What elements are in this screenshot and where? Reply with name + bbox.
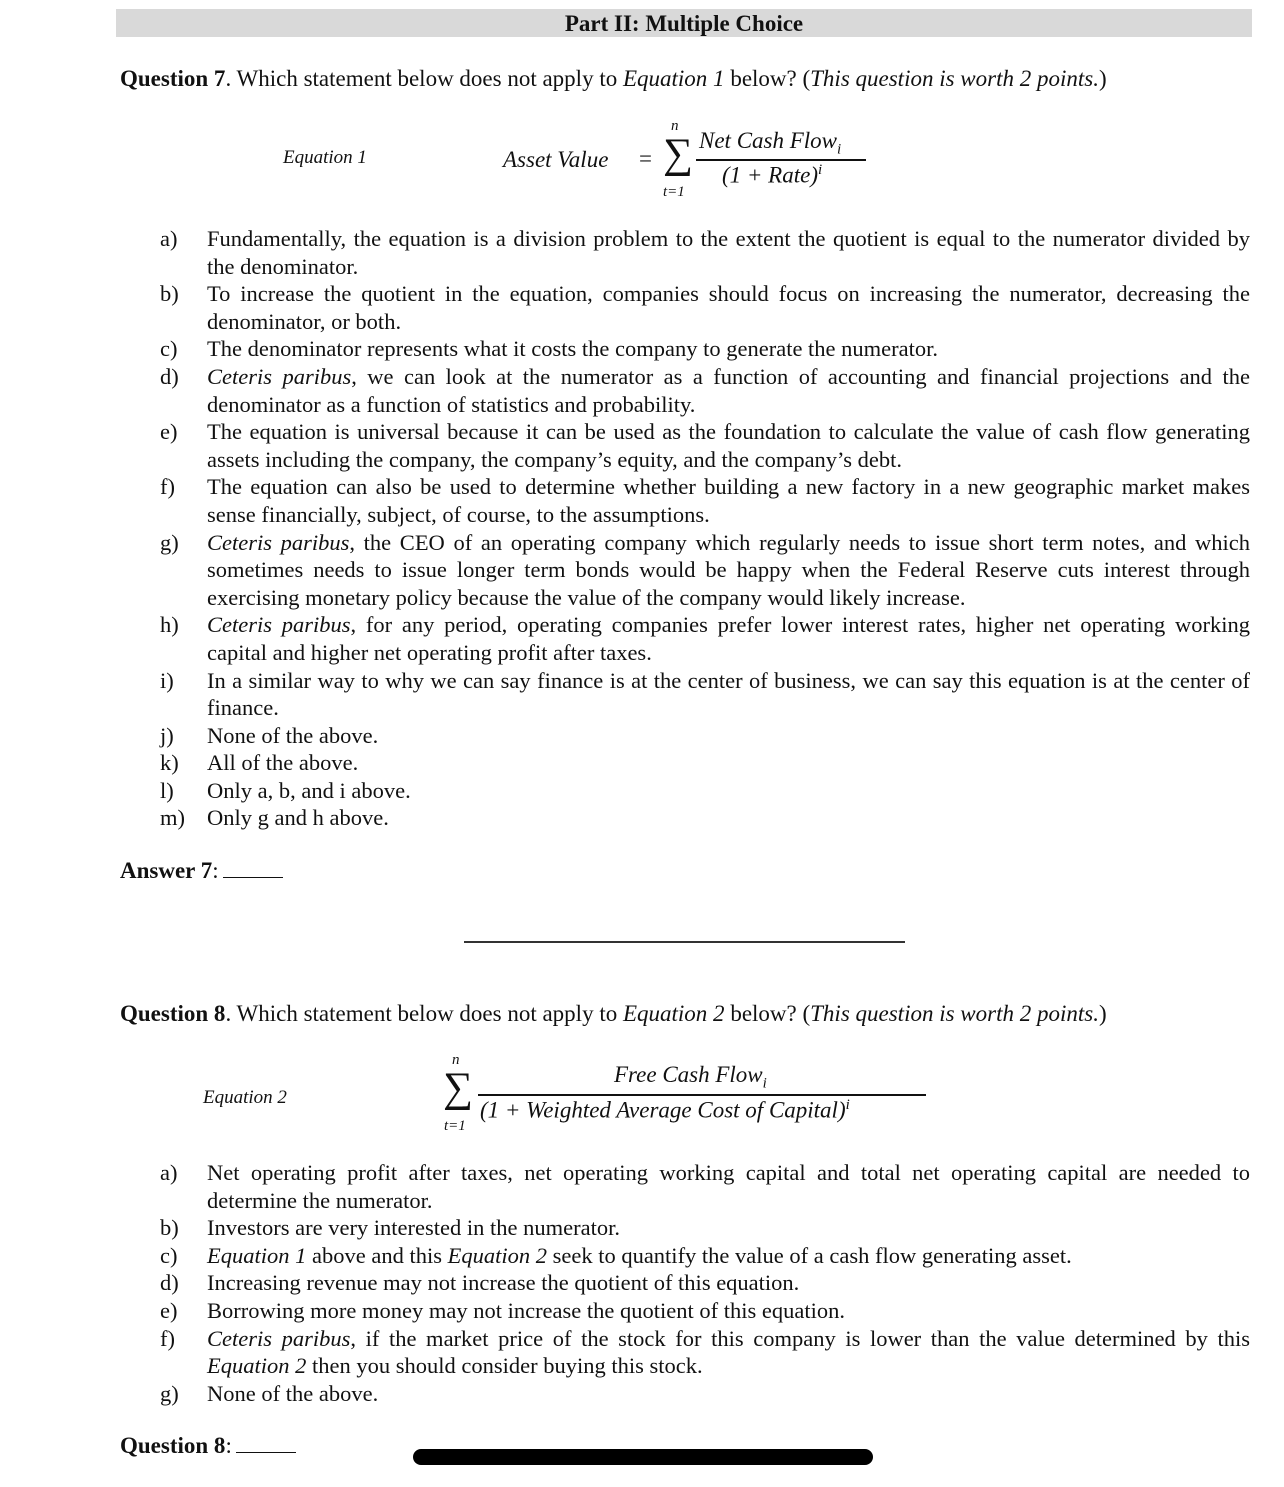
option-label: a) bbox=[160, 1160, 178, 1185]
option-h bbox=[160, 611, 1250, 666]
option-i bbox=[160, 667, 1250, 722]
option-text: The denominator represents what it costs the company to generate the numerator. bbox=[207, 336, 939, 362]
option-d bbox=[160, 363, 1250, 418]
answer-7-blank[interactable] bbox=[223, 859, 283, 878]
option-f bbox=[160, 1325, 1250, 1380]
option-text: Only g and h above. bbox=[207, 805, 389, 831]
option-a bbox=[160, 225, 1250, 280]
option-text: The equation can also be used to determine whether building a new factory in a new geographic market makes sense financially, subject, of course, to the assumptions. bbox=[207, 474, 1250, 527]
option-text: Fundamentally, the equation is a division problem to the extent the quotient is equal to the numerator divided by the denominator. bbox=[207, 226, 1250, 279]
sum-lower-limit: t=1 bbox=[663, 184, 685, 200]
option-c bbox=[160, 335, 1250, 363]
fraction-bar bbox=[696, 159, 866, 161]
option-label: h) bbox=[160, 612, 179, 638]
equation-2-numerator: Free Cash Flow$_i$ bbox=[614, 1062, 767, 1092]
option-label: g) bbox=[160, 1380, 179, 1406]
option-b bbox=[160, 280, 1250, 335]
option-m bbox=[160, 804, 1250, 832]
option-label: k) bbox=[160, 750, 179, 776]
option-d bbox=[160, 1269, 1250, 1297]
sigma-icon: ∑ bbox=[663, 131, 693, 177]
option-label: f) bbox=[160, 474, 175, 500]
option-b bbox=[160, 1214, 1250, 1242]
option-label: b) bbox=[160, 281, 179, 307]
answer-8: Question 8: bbox=[120, 1433, 296, 1459]
option-text: All of the above. bbox=[207, 750, 359, 776]
option-c bbox=[160, 1242, 1250, 1270]
option-text: Ceteris paribus, we can look at the numerator as a function of accounting and financial projections and the denominator as a function of statistics and probability. bbox=[207, 363, 1250, 417]
option-label: e) bbox=[160, 1297, 178, 1323]
option-a bbox=[160, 1159, 1250, 1214]
equation-1-denominator: (1 + Rate)$^i$ bbox=[722, 162, 823, 188]
option-l bbox=[160, 777, 1250, 805]
question-8-options bbox=[160, 1159, 1250, 1407]
option-text: Investors are very interested in the numerator. bbox=[207, 1215, 620, 1241]
option-text: None of the above. bbox=[207, 722, 379, 748]
fraction-bar bbox=[478, 1094, 926, 1096]
option-label: m) bbox=[160, 805, 185, 831]
sum-upper-limit: n bbox=[671, 118, 679, 134]
option-label: c) bbox=[160, 336, 178, 362]
option-text: Ceteris paribus, the CEO of an operating company which regularly needs to issue short term notes, and which sometimes needs to issue longer term bonds would be happy when the Federal Reserve cuts interest through exercising monetary policy because the value of the company would likely increase. bbox=[207, 529, 1250, 610]
question-7-prompt: Question 7. Which statement below does not apply to Equation 1 below? (This question is worth 2 points.) bbox=[120, 66, 1107, 91]
option-label: d) bbox=[160, 1270, 179, 1296]
equation-2-denominator: (1 + Weighted Average Cost of Capital)$^i$ bbox=[480, 1097, 850, 1123]
scrollbar[interactable] bbox=[413, 1449, 873, 1465]
option-text: None of the above. bbox=[207, 1380, 379, 1406]
option-text: Increasing revenue may not increase the quotient of this equation. bbox=[207, 1270, 800, 1296]
option-f bbox=[160, 473, 1250, 528]
option-k bbox=[160, 749, 1250, 777]
sum-lower-limit: t=1 bbox=[444, 1118, 466, 1134]
option-text: Equation 1 above and this Equation 2 seek to quantify the value of a cash flow generating asset. bbox=[207, 1242, 1072, 1268]
option-text: To increase the quotient in the equation, companies should focus on increasing the numerator, decreasing the denominator, or both. bbox=[207, 281, 1250, 334]
option-label: d) bbox=[160, 363, 179, 389]
equals-sign: = bbox=[639, 146, 652, 171]
option-label: l) bbox=[160, 777, 174, 803]
option-label: j) bbox=[160, 722, 174, 748]
option-text: Ceteris paribus, if the market price of the stock for this company is lower than the value determined by this Equation 2 then you should consider buying this stock. bbox=[207, 1325, 1250, 1379]
option-text: Ceteris paribus, for any period, operating companies prefer lower interest rates, higher net operating working capital and higher net operating profit after taxes. bbox=[207, 612, 1251, 665]
question-7-label: Question 7 bbox=[120, 66, 226, 91]
option-text: Net operating profit after taxes, net operating working capital and total net operating capital are needed to determine the numerator. bbox=[207, 1160, 1250, 1213]
option-g bbox=[160, 1380, 1250, 1408]
option-label: b) bbox=[160, 1215, 179, 1241]
option-e bbox=[160, 1297, 1250, 1325]
option-text: The equation is universal because it can be used as the foundation to calculate the value of cash flow generating assets including the company, the company’s equity, and the company’s debt. bbox=[207, 419, 1250, 472]
option-label: e) bbox=[160, 419, 178, 445]
equation-1-lhs: Asset Value bbox=[503, 147, 609, 172]
question-8-prompt: Question 8. Which statement below does not apply to Equation 2 below? (This question is worth 2 points.) bbox=[120, 1001, 1107, 1026]
equation-2-label: Equation 2 bbox=[203, 1087, 287, 1108]
option-label: i) bbox=[160, 667, 174, 693]
option-text: Only a, b, and i above. bbox=[207, 777, 411, 803]
sigma-icon: ∑ bbox=[443, 1065, 473, 1111]
option-label: f) bbox=[160, 1325, 175, 1351]
sum-upper-limit: n bbox=[452, 1052, 460, 1068]
question-7-options bbox=[160, 225, 1250, 832]
option-label: c) bbox=[160, 1242, 178, 1268]
equation-1-label: Equation 1 bbox=[283, 147, 367, 168]
part-title: Part II: Multiple Choice bbox=[116, 9, 1252, 37]
option-label: g) bbox=[160, 529, 179, 555]
option-g bbox=[160, 529, 1250, 612]
section-divider bbox=[464, 941, 905, 943]
answer-8-blank[interactable] bbox=[236, 1434, 296, 1453]
option-text: Borrowing more money may not increase the quotient of this equation. bbox=[207, 1297, 845, 1323]
option-label: a) bbox=[160, 226, 178, 251]
option-text: In a similar way to why we can say finance is at the center of business, we can say this equation is at the center of finance. bbox=[207, 667, 1250, 721]
answer-7: Answer 7: bbox=[120, 858, 283, 884]
equation-1-numerator: Net Cash Flow$_i$ bbox=[699, 128, 842, 158]
option-j bbox=[160, 722, 1250, 750]
option-e bbox=[160, 418, 1250, 473]
question-8-label: Question 8 bbox=[120, 1001, 226, 1026]
